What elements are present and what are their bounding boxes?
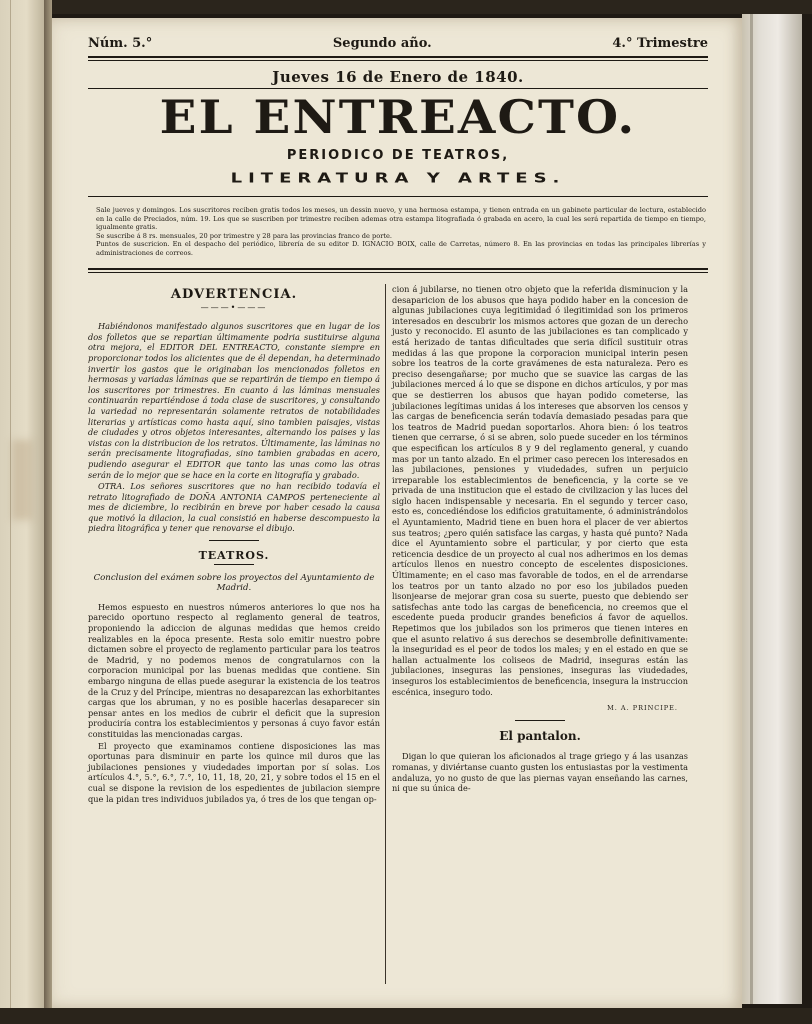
advertencia-paragraph-1: Habiéndonos manifestado algunos suscritores que en lugar de los dos folletos que se repartian últimamente podria sustituirse alguna otra mejora, el EDITOR DEL ENTREACTO, constante siempre en proporcionar todos los alicientes que de él dependan, ha determinado invertir los gastos que le originaban los mencionados folletos en hermosas y variadas láminas que se repartirán de tiempo en tiempo á los suscritores por trimestres. En cuanto á las láminas mensuales continuarán repartiéndose á toda clase de suscritores, y consultando la variedad no representarán solamente retratos de notabilidades literarias y artísticas como hasta aquí, sino tambien paisajes, vistas de ciudades y otros objetos interesantes, alternando los paises y las vistas con la distribucion de los retratos. Últimamente, las láminas no serán precisamente litografiadas, sino tambien grabadas en acero, pudiendo asegurar el EDITOR que tanto las unas como las otras serán de lo mejor que se hace en la corte en litografía y grabado.: [88, 321, 380, 480]
teatros-heading: TEATROS.: [198, 549, 270, 563]
page-stack-line: [750, 14, 753, 1004]
newspaper-subtitle-2: LITERATURA Y ARTES.: [230, 170, 566, 187]
facing-page-edge: [0, 0, 44, 1024]
article-separator: [515, 720, 565, 721]
publication-year: Segundo año.: [332, 36, 432, 51]
jubilaciones-paragraph: cion á jubilarse, no tienen otro objeto que la referida disminucion y la desaparicion de los abusos que haya podido haber en la concesion de algunas jubilaciones cuya legitimidad ó ilegitimidad son los primeros interesados en descubrir los mismos actores que gozan de un derecho justo y reconocido. El asunto de las jubilaciones es tan complicado y está herizado de tantas dificultades que seria difícil sustituir otras medidas á las que propone la corporacion municipal interin pesen sobre los teatros de la corte gravámenes de esta naturaleza. Pero es preciso desengañarse; por mucho que se suavice las cargas de las jubilaciones merced á lo que se dispone en dichos artículos, y por mas que se destierren los abusos que hayan podido cometerse, las jubilaciones legítimas unidas á los intereses que absorven los censos y las cargas de beneficencia serán todavía demasiado pesadas para que los teatros de Madrid puedan soportarlos. Ahora bien: ó los teatros tienen que cerrarse, ó si se abren, solo puede suceder en los términos que especifican los artículos 8 y 9 del reglamento general, y cuando mas por un tanto alzado. En el primer caso perecen los interesados en las jubilaciones, pensiones y viudedades, sufren un perjuicio irreparable los establecimientos de beneficencia, y la corte se ve privada de una institucion que el estado de civilizacion y las luces del siglo hacen indispensable y necesaria. En el segundo y tercer caso, esto es, concediéndose los edificios gratuitamente, ó administrándolos el Ayuntamiento, Madrid tiene en buen hora el placer de ver abiertos sus teatros; ¿pero quién satisface las cargas, y hasta qué punto? Nada dice el Ayuntamiento sobre el particular, y por cierto que esta reticencia desdice de un proyecto al cual nos adherimos en los demas artículos llenos en nuestro concepto de escelentes disposiciones. Últimamente; en el caso mas favorable de todos, en el de arrendarse los teatros por un tanto alzado no por eso los jubilados pueden lisonjearse de mejorar gran cosa su suerte, puesto que debiendo ser satisfechas ante todo las cargas de beneficencia, no creemos que el escedente pueda producir grandes beneficios á favor de aquellos. Repetimos que los jubilados son los primeros que tienen interes en que el asunto relativo á sus derechos se desembrolle definitivamente: la inseguridad es el peor de todos los males; y en el estado en que se hallan actualmente los coliseos de Madrid, inseguras están las jubilaciones, inseguras las pensiones, inseguras las viudedades, inseguros los establecimientos de beneficencia, insegura la instruccion escénica, inseguro todo.: [392, 284, 688, 697]
masthead-rule-top-thin: [88, 60, 708, 61]
teatros-paragraph-2: El proyecto que examinamos contiene disposiciones las mas oportunas para disminuir en parte los quince mil duros que las jubilaciones pensiones y viudedades importan por sí solas. Los artículos 4.°, 5.°, 6.°, 7.°, 10, 11, 18, 20, 21, y sobre todos el 15 en el cual se dispone la revision de los espedientes de jubilacion siempre que la pidan tres individuos jubilados ya, ó tres de los que tengan op-: [88, 740, 380, 804]
column-divider: [385, 284, 386, 984]
teatros-subheading: Conclusion del exámen sobre los proyectos del Ayuntamiento de Madrid.: [93, 572, 375, 594]
advertencia-paragraph-2: OTRA. Los señores suscritores que no han recibido todavía el retrato litografiado de DOÑA ANTONIA CAMPOS perteneciente al mes de diciembre, lo recibirán en breve por haber cesado la causa que motivó la dilacion, la cual consistió en haberse descompuesto la piedra litográfica y tener que renovarse el dibujo.: [88, 481, 380, 534]
issue-number: Núm. 5.°: [88, 36, 153, 51]
publication-quarter: 4.° Trimestre: [612, 36, 708, 51]
facing-page-crease: [10, 0, 11, 1024]
notice-rule-bottom: [88, 268, 708, 270]
right-column: [392, 284, 688, 795]
scan-top-border: [0, 0, 812, 14]
notice-line-3: Puntos de suscricion. En el despacho del periódico, librería de su editor D. IGNACIO BOIX, calle de Carretas, número 8. En las provincias en todas las principales librerías y administraciones de correos.: [96, 240, 706, 257]
teatros-paragraph-1: Hemos espuesto en nuestros números anteriores lo que nos ha parecido oportuno respecto al reglamento general de teatros, proponiendo la adiccion de algunas medidas que hemos creido realizables en la época presente. Resta solo emitir nuestro pobre dictamen sobre el proyecto de reglamento particular para los teatros de Madrid, y no podemos menos de congratularnos con la corporacion municipal por las buenas medidas que contiene. Sin embargo ninguna de ellas puede asegurar la existencia de los teatros de la Cruz y del Príncipe, mientras no desaparezcan las exhorbitantes cargas que los abruman, y no es posible hacerlas desaparecer sin pensar antes en los medios de cubrir el deficit que la supresion produciría contra los establecimientos y personas á cuyo favor están constituidas las mencionadas cargas.: [88, 601, 380, 739]
notice-line-2: Se suscribe á 8 rs. mensuales, 20 por trimestre y 28 para las provincias franco de porte.: [96, 231, 393, 240]
notice-rule-top: [88, 196, 708, 197]
article-signature: M. A. PRINCIPE.: [607, 704, 678, 713]
issue-date: Jueves 16 de Enero de 1840.: [272, 68, 524, 86]
pantalon-paragraph: Digan lo que quieran los aficionados al trage griego y á las usanzas romanas, y diviértanse cuanto gusten los entusiastas por la vestimenta andaluza, yo no gusto de que las piernas vayan enseñando las carnes, ni que su única de-: [392, 751, 688, 794]
newspaper-page: [52, 18, 742, 1008]
issue-info-row: [88, 36, 708, 51]
date-rule: [88, 88, 708, 89]
facing-page-stain: [12, 440, 32, 520]
masthead-rule-top: [88, 56, 708, 58]
advertencia-ornament: ———•———: [200, 302, 268, 312]
advertencia-heading: ADVERTENCIA.: [170, 287, 298, 302]
page-stack-edge: [742, 14, 802, 1004]
notice-rule-bottom-thin: [88, 272, 708, 273]
pantalon-heading: El pantalon.: [499, 728, 581, 743]
scan-bottom-border: [0, 1008, 812, 1024]
binding-gutter: [44, 0, 52, 1024]
section-separator: [209, 540, 259, 541]
teatros-underline: [214, 564, 254, 565]
notice-line-1: Sale jueves y domingos. Los suscritores reciben gratis todos los meses, un dessin nuevo, y una hermosa estampa, y tienen entrada en un gabinete particular de lectura, establecido en la calle de Preciados, núm. 19. Los que se suscriben por trimestre reciben ademas otra estampa litografiada ó grabada en acero, la cual les será repartida de tiempo en tiempo, igualmente gratis.: [96, 206, 706, 232]
subscription-notice: [96, 206, 706, 258]
newspaper-subtitle-1: PERIODICO DE TEATROS,: [286, 148, 510, 163]
left-column: [88, 284, 380, 805]
newspaper-title: EL ENTREACTO.: [159, 90, 637, 144]
